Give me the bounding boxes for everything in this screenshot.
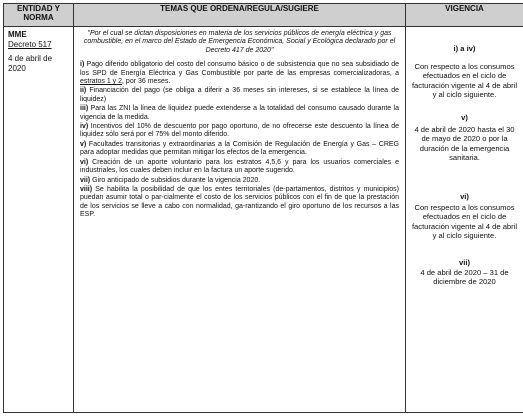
header-validity: VIGENCIA <box>406 4 523 27</box>
item-number: iv) <box>80 123 89 131</box>
list-item <box>80 87 399 104</box>
list-item <box>80 159 399 176</box>
decree-table <box>3 3 523 413</box>
header-topics: TEMAS QUE ORDENA/REGULA/SUGIERE <box>74 4 406 27</box>
table-row <box>4 27 523 413</box>
entity-name: MME <box>8 30 27 39</box>
item-number: viii) <box>80 185 93 193</box>
validity-group-text: 4 de abril de 2020 hasta el 30 de mayo de 2020 o por la duración de la emergencia sanitaria. <box>414 125 515 162</box>
item-text: Para las ZNI la línea de liquidez puede extenderse a la totalidad del consumo causado durante la vigencia de la medida. <box>80 105 399 121</box>
decree-link[interactable]: Decreto 517 <box>8 40 52 49</box>
item-text: Creación de un aporte voluntario para los estratos 4,5,6 y para los usuarios comerciales e industriales, los cuales deben incluir en la factura un aporte sugerido. <box>80 158 399 175</box>
item-text: Incentivos del 10% de descuento por pago oportuno, de no ofrecerse este descuento la línea de liquidez sólo será por el 75% del monto diferido. <box>80 123 399 139</box>
item-number: vi) <box>80 158 89 166</box>
item-text: Giro anticipado de subsidios durante la vigencia 2020. <box>90 176 261 184</box>
topics-cell <box>74 27 406 413</box>
validity-group-text: 4 de abril de 2020 – 31 de diciembre de 2020 <box>420 268 509 287</box>
item-number: iii) <box>80 105 89 113</box>
item-number: vii) <box>80 176 91 184</box>
validity-group-head: v) <box>461 113 468 123</box>
list-item <box>80 105 399 122</box>
validity-group-head: vi) <box>460 192 469 202</box>
list-item <box>80 123 399 140</box>
decree-intro: "Por el cual se dictan disposiciones en materia de los servicios públicos de energía eléctrica y gas combustible, en el marco del Estado de Emergencia Económica, Social y Ecológica declarado por el Decreto 417 de 2020" <box>83 30 396 54</box>
validity-cell <box>406 27 523 413</box>
item-text: Se habilita la posibilidad de que los entes territoriales (de-partamentos, distritos y municipios) puedan asumir total o par-cialmente el costo de los servicios públicos con el fin de que la prestación de los servicios se lleve a cabo con normalidad, ga-rantizando el giro oportuno de los recursos a las ESP. <box>80 185 399 219</box>
list-item <box>80 186 399 220</box>
item-text: Facultades transitorias y extraordinarias a la Comisión de Regulación de Energía y Gas – CREG para adoptar medidas que permitan mitigar los efectos de la emergencia. <box>80 140 399 157</box>
entity-cell <box>4 27 74 413</box>
validity-group-text: Con respecto a los consumos efectuados en el ciclo de facturación vigente al 4 de abril y al ciclo siguiente. <box>411 62 518 99</box>
item-text: Financiación del pago (se obliga a diferir a 36 meses sin intereses, si se establece la línea de liquidez) <box>80 87 399 103</box>
validity-group-head: i) a iv) <box>453 44 476 53</box>
validity-group-head: vii) <box>459 258 470 268</box>
item-text: Pago diferido obligatorio del costo del consumo básico o de subsistencia que no sea subsidiado de los SPD de Energía Eléctrica y Gas Combustible por parte de las empresas comercializadoras, a <box>80 61 399 77</box>
list-item <box>80 141 399 158</box>
item-number: ii) <box>80 87 87 95</box>
list-item <box>80 61 399 86</box>
list-item <box>80 177 399 185</box>
decree-date: 4 de abril de 2020 <box>8 54 53 73</box>
item-text: , por 36 meses. <box>122 78 171 86</box>
header-entity-norm: ENTIDAD Y NORMA <box>4 4 74 27</box>
item-underlined-text: estratos 1 y 2 <box>80 78 123 86</box>
item-number: i) <box>80 61 85 69</box>
validity-group-text: Con respecto a los consumos efectuados en el ciclo de facturación vigente al 4 de abril y al ciclo siguiente. <box>411 203 518 240</box>
header-row <box>4 4 523 27</box>
item-number: v) <box>80 140 87 148</box>
